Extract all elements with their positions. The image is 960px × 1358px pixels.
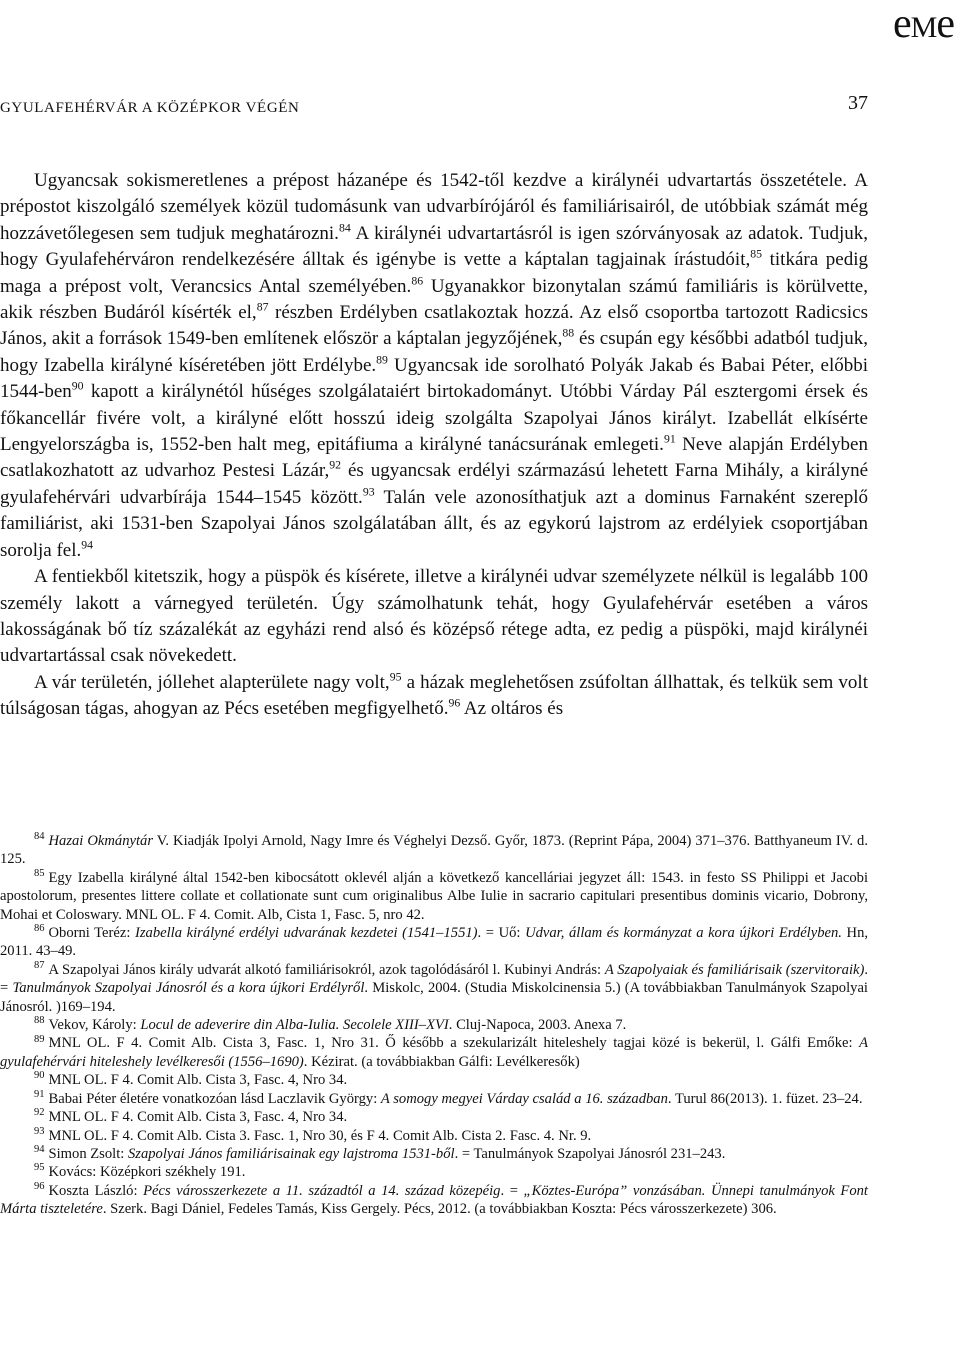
journal-logo: eMe — [893, 1, 954, 47]
footnotes — [0, 832, 868, 1219]
footnote: $^{90}$ MNL OL. F 4. Comit Alb. Cista 3, Fasc. 4, Nro 34. — [34, 1070, 348, 1089]
footnote: $^{91}$ Babai Péter életére vonatkozóan lásd Laczlavik György: A somogy megyei Várday család a 16. században. Turul 86(2013). 1. füzet. 23–24. — [34, 1088, 863, 1107]
main-text — [0, 168, 868, 723]
footnote-ref[interactable]: 86 — [411, 274, 424, 288]
footnote: $^{95}$ Kovács: Középkori székhely 191. — [34, 1162, 246, 1181]
footnote: $^{94}$ Simon Zsolt: Szapolyai János familiárisainak egy lajstroma 1531-ből. = Tanulmányok Szapolyai Jánosról 231–243. — [34, 1144, 726, 1162]
footnote: $^{85}$ Egy Izabella királyné által 1542-ben kibocsátott oklevél alján a következő kancelláriai jegyzet áll: 1543. in festo SS Philippi et Jacobi apostolorum, presentes littere collate et collationate sunt cum originalibus Albe Iulie in sacrario capitulari presentibus dominis vicario, Dobrony, Mohai et Coloswary. MNL OL. F 4. Comit. Alb, Cista 1, Fasc. 5, nro 42. — [0, 867, 868, 923]
footnote-ref[interactable]: 84 — [338, 221, 351, 235]
footnote: $^{88}$ Vekov, Károly: Locul de adeverire din Alba-Iulia. Secolele XIII–XVI. Cluj-Napoca, 2003. Anexa 7. — [34, 1015, 627, 1034]
paragraph: Ugyancsak sokismeretlenes a prépost házanépe és 1542-től kezdve a királynéi udvartartás összetétele. A prépostot kiszolgáló személyek közül tudomásunk van udvarbírójáról és familiárisairól, de utóbbiak számát még hozzávetőlegesen sem tudjuk meghatározni.$^{84}$ A királynéi udvartartásról is igen szórványosak az adatok. Tudjuk, hogy Gyulafehérváron rendelkezésére álltak és igénybe is vette a káptalan tagjainak írástudóit,$^{85}$ titkára pedig maga a prépost volt, Verancsics Antal személyében.$^{86}$ Ugyanakkor bizonytalan számú familiáris is körülvette, akik részben Budáról kísérték el,$^{87}$ részben Erdélyben csatlakoztak hozzá. Az első csoportba tartozott Radicsics János, akit a források 1549-ben említenek először a káptalan jegyzőjének,$^{88}$ és csupán egy későbbi adatból tudjuk, hogy Izabella királyné kíséretében jött Erdélybe.$^{89}$ Ugyancsak ide sorolható Polyák Jakab és Babai Péter, előbbi 1544-ben$^{90}$ kapott a királynétól hűséges szolgálataiért birtokadományt. Utóbbi Várday Pál esztergomi érsek és főkancellár fivére volt, a királyné előtt hosszú ideig szolgálta Szapolyai János királyt. Izabellát elkísérte Lengyelországba is, 1552-ben halt meg, epitáfiuma a királyné tanácsurának emlegeti.$^{91}$ Neve alapján Erdélyben csatlakozhatott az udvarhoz Pestesi Lázár,$^{92}$ és ugyancsak erdélyi származású lehetett Farna Mihály, a királyné gyulafehérvári udvarbírája 1544–1545 között.$^{93}$ Talán vele azonosíthatjuk azt a dominus Farnaként szereplő familiárist, aki 1531-ben Szapolyai János szolgálatában állt, és az egykorú lajstrom az erdélyiek csoportjában sorolja fel.$^{94}$ — [0, 170, 869, 561]
footnote: $^{86}$ Oborni Teréz: Izabella királyné erdélyi udvarának kezdetei (1541–1551). = Uő: Udvar, állam és kormányzat a kora újkori Erdélyben. Hn, 2011. 43–49. — [0, 923, 869, 960]
footnote: $^{84}$ Hazai Okmánytár V. Kiadják Ipolyi Arnold, Nagy Imre és Véghelyi Dezső. Győr, 1873. (Reprint Pápa, 2004) 371–376. Batthyaneum IV. d. 125. — [0, 831, 868, 868]
footnote: $^{96}$ Koszta László: Pécs városszerkezete a 11. századtól a 14. század közepéig. = „Köztes-Európa” vonzásában. Ünnepi tanulmányok Font Márta tiszteletére. Szerk. Bagi Dániel, Fedeles Tamás, Kiss Gergely. Pécs, 2012. (a továbbiakban Koszta: Pécs városszerkezete) 306. — [0, 1180, 868, 1218]
footnote-ref[interactable]: 93 — [362, 485, 375, 499]
footnote-ref[interactable]: 95 — [389, 670, 402, 684]
footnote: $^{92}$ MNL OL. F 4. Comit Alb. Cista 3, Fasc. 4, Nro 34. — [34, 1107, 348, 1126]
page-number: 37 — [848, 92, 868, 114]
footnote-ref[interactable]: 85 — [750, 247, 762, 261]
footnote-ref[interactable]: 87 — [256, 300, 269, 314]
footnote: $^{93}$ MNL OL. F 4. Comit Alb. Cista 3. Fasc. 1, Nro 30, és F 4. Comit Alb. Cista 2. Fasc. 4. Nr. 9. — [34, 1125, 592, 1144]
footnote-ref[interactable]: 91 — [663, 432, 676, 446]
footnote: $^{89}$ MNL OL. F 4. Comit Alb. Cista 3, Fasc. 1, Nro 31. Ő később a szekularizált hiteleshely tagjai közé is bekerül, l. Gálfi Emőke: A gyulafehérvári hiteleshely levélkeresői (1556–1690). Kézirat. (a továbbiakban Gálfi: Levélkeresők) — [0, 1033, 868, 1070]
footnote-ref[interactable]: 90 — [71, 379, 84, 393]
paragraph: A vár területén, jóllehet alapterülete nagy volt,$^{95}$ a házak meglehetősen zsúfoltan állhattak, és telkük sem volt túlságosan tágas, ahogyan az Pécs esetében megfigyelhető.$^{96}$ Az oltáros és — [0, 670, 868, 720]
footnote: $^{87}$ A Szapolyai János király udvarát alkotó familiárisokról, azok tagolódásáról l. Kubinyi András: A Szapolyaiak és familiárisaik (szervitoraik). = Tanulmányok Szapolyai Jánosról és a kora újkori Erdélyről. Miskolc, 2004. (Studia Miskolcinensia 5.) (A továbbiakban Tanulmányok Szapolyai Jánosról. )169–194. — [0, 959, 868, 1015]
running-title: GYULAFEHÉRVÁR A KÖZÉPKOR VÉGÉN — [0, 100, 300, 116]
footnote-ref[interactable]: 88 — [562, 327, 575, 341]
footnote-ref[interactable]: 94 — [81, 538, 94, 552]
running-head — [0, 92, 868, 120]
footnote-ref[interactable]: 96 — [448, 696, 461, 710]
footnote-ref[interactable]: 89 — [376, 353, 388, 367]
paragraph: A fentiekből kitetszik, hogy a püspök és kísérete, illetve a királynéi udvar személyzete nélkül is legalább 100 személy lakott a várnegyed területén. Úgy számolhatunk tehát, hogy Gyulafehérvár esetében a város lakosságának bő tíz százalékát az egyházi rend alsó és középső rétege adta, ez pedig a püspöki, majd királynéi udvartartással csak növekedett. — [0, 566, 868, 667]
footnote-ref[interactable]: 92 — [329, 459, 342, 473]
